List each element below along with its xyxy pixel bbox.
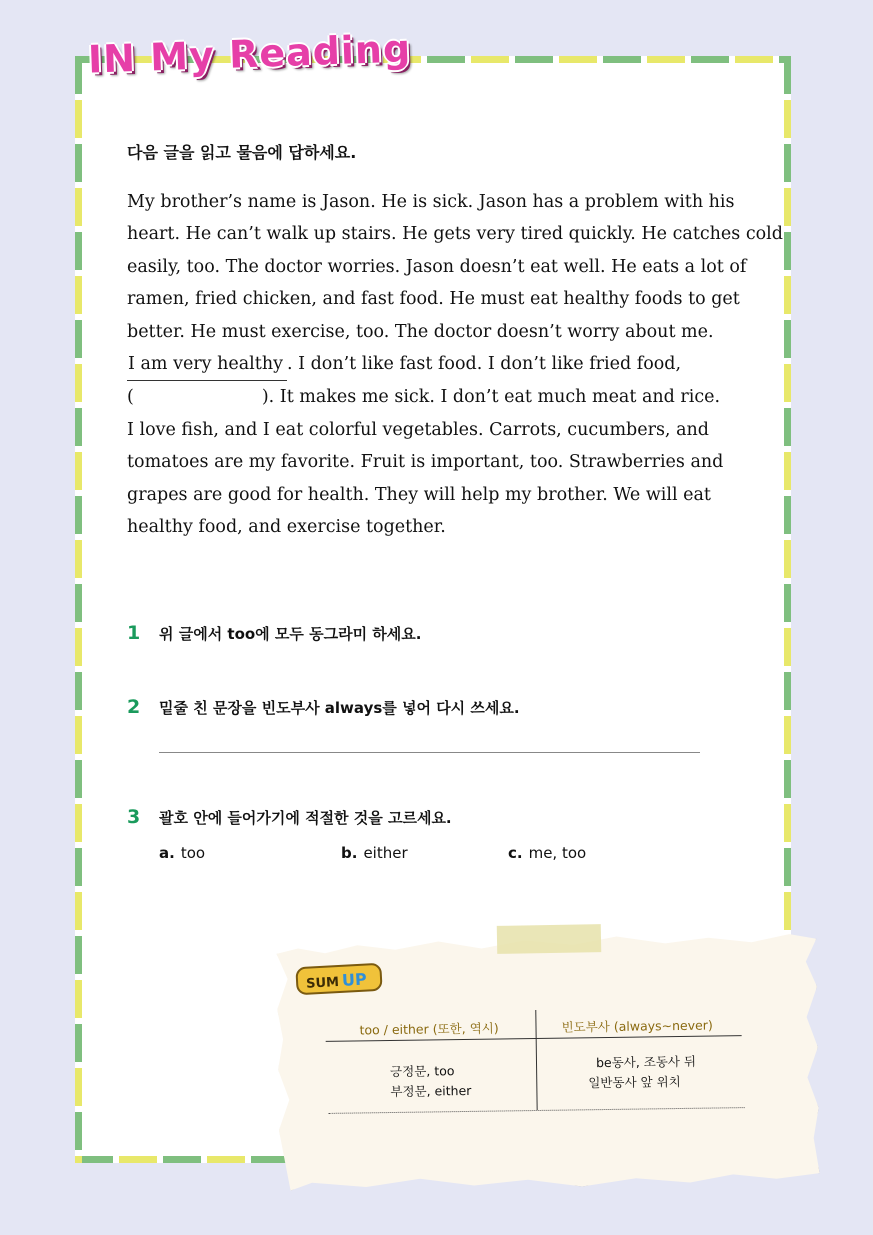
reading-passage	[127, 186, 783, 543]
cell-line: 부정문, either	[390, 1082, 472, 1100]
sumup-up: UP	[341, 969, 368, 990]
passage-line: heart. He can’t walk up stairs. He gets very tired quickly. He catches cold	[127, 224, 783, 245]
question-text: 괄호 안에 들어가기에 적절한 것을 고르세요.	[159, 809, 452, 827]
frame-border-left	[75, 56, 82, 1163]
col1-cell	[390, 1061, 472, 1102]
question-number: 3	[127, 806, 141, 828]
option-letter: a.	[159, 844, 175, 862]
passage-text: . I don’t like fast food. I don’t like fried food,	[286, 354, 682, 375]
option-a[interactable]	[159, 844, 205, 862]
instruction: 다음 글을 읽고 물음에 답하세요.	[127, 143, 357, 162]
question-2	[127, 696, 520, 718]
passage-line: My brother’s name is Jason. He is sick. Jason has a problem with his	[127, 192, 735, 212]
question-number: 2	[127, 696, 141, 718]
passage-line	[127, 348, 757, 381]
cell-line: 긍정문, too	[390, 1063, 455, 1080]
sumup-badge	[295, 963, 382, 995]
paren-open: (	[127, 387, 134, 408]
option-letter: b.	[341, 844, 358, 862]
question-text: 밑줄 친 문장을 빈도부사 always를 넣어 다시 쓰세요.	[159, 699, 520, 717]
passage-line: better. He must exercise, too. The doctor doesn’t worry about me.	[127, 321, 714, 342]
option-text: too	[180, 844, 206, 862]
passage-line: I love fish, and I eat colorful vegetables. Carrots, cucumbers, and	[127, 419, 709, 440]
cell-line: be동사, 조동사 뒤	[595, 1053, 697, 1071]
option-c[interactable]	[508, 844, 586, 862]
question-1	[127, 622, 421, 644]
passage-line: tomatoes are my favorite. Fruit is important, too. Strawberries and	[127, 452, 724, 473]
option-text: me, too	[528, 844, 587, 862]
passage-line: healthy food, and exercise together.	[127, 517, 446, 538]
underlined-sentence: I am very healthy	[127, 348, 287, 381]
question-3	[127, 806, 452, 828]
sumup-sum: SUM	[305, 975, 340, 992]
answer-line[interactable]	[159, 752, 700, 753]
sumup-table	[325, 1007, 746, 1118]
option-text: either	[363, 844, 408, 862]
option-b[interactable]	[341, 844, 408, 862]
passage-line: grapes are good for health. They will help my brother. We will eat	[127, 484, 711, 505]
page-title: IN My Reading	[87, 26, 412, 82]
col2-header: 빈도부사 (always~never)	[561, 1017, 713, 1035]
cell-line: 일반동사 앞 위치	[588, 1073, 681, 1091]
col1-header: too / either (또한, 역시)	[359, 1020, 499, 1038]
passage-line: ramen, fried chicken, and fast food. He must eat healthy foods to get	[127, 289, 740, 310]
col2-cell	[588, 1052, 697, 1094]
question-text: 위 글에서 too에 모두 동그라미 하세요.	[159, 625, 422, 643]
option-letter: c.	[508, 844, 523, 862]
question-number: 1	[127, 622, 141, 644]
passage-line	[127, 381, 757, 413]
passage-text: ). It makes me sick. I don’t eat much meat and rice.	[261, 387, 721, 408]
table-column-divider	[535, 1010, 537, 1110]
tape	[497, 924, 601, 954]
passage-line: easily, too. The doctor worries. Jason doesn’t eat well. He eats a lot of	[127, 256, 747, 277]
